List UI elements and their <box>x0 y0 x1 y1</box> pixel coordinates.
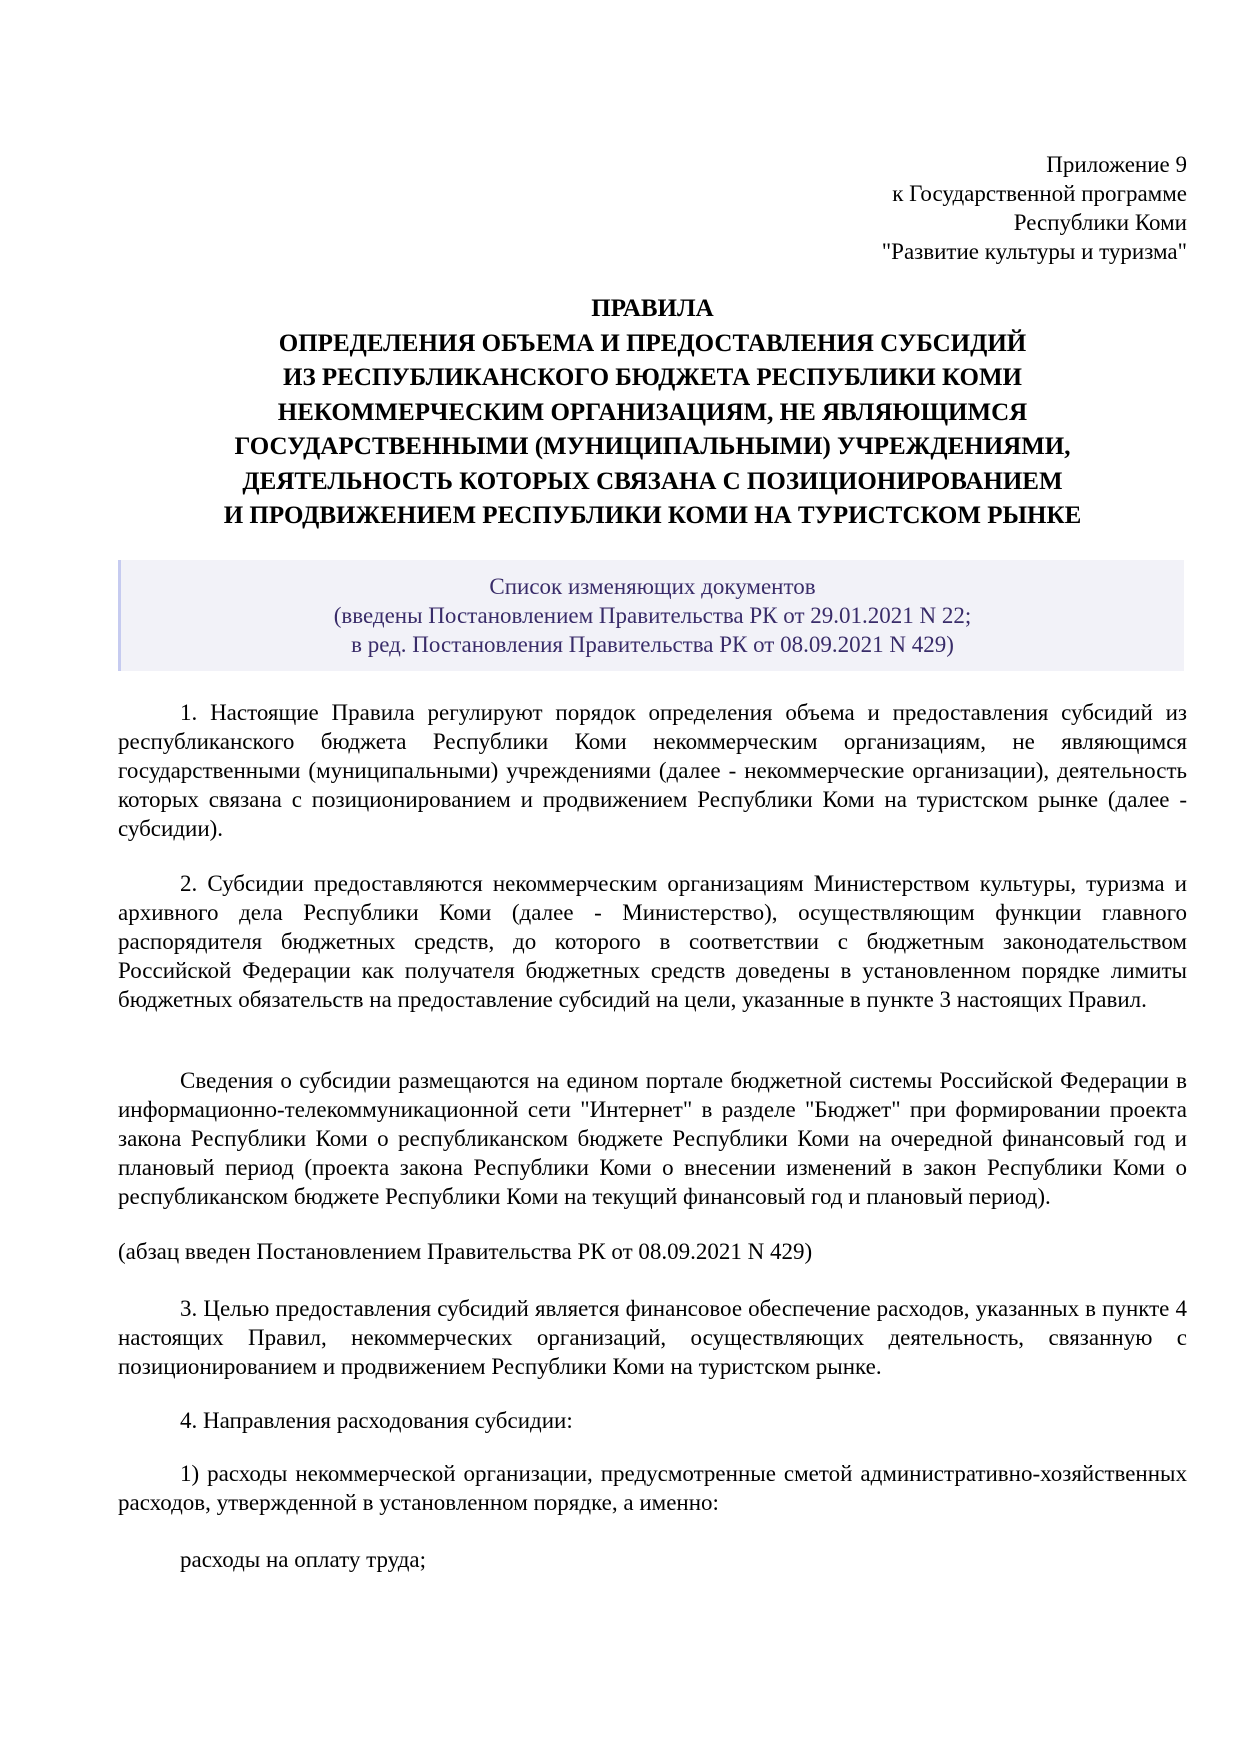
amendment-link[interactable]: в ред. Постановления Правительства РК от 08.09.2021 N 429) <box>351 632 954 657</box>
appendix-header <box>118 150 1187 266</box>
title-line: ОПРЕДЕЛЕНИЯ ОБЪЕМА И ПРЕДОСТАВЛЕНИЯ СУБСИДИЙ <box>278 329 1027 357</box>
paragraph-1: 1. Настоящие Правила регулируют порядок определения объема и предоставления субсидий из республиканского бюджета Республики Коми некоммерческим организациям, не являющимся государственными (муниципальными) учреждениями (далее - некоммерческие организации), деятельность которых связана с позиционированием и продвижением Республики Коми на туристском рынке (далее - субсидии). <box>118 700 1187 841</box>
paragraph-2-info: Сведения о субсидии размещаются на едином портале бюджетной системы Российской Федерации в информационно-телекоммуникационной сети "Интернет" в разделе "Бюджет" при формировании проекта закона Республики Коми о республиканском бюджете Республики Коми на очередной финансовый год и плановый период (проекта закона Республики Коми о внесении изменений в закон Республики Коми о республиканском бюджете Республики Коми на текущий финансовый год и плановый период). <box>118 1068 1187 1209</box>
amendments-box <box>118 560 1184 671</box>
header-line: к Государственной программе <box>892 181 1187 206</box>
paragraph-4-item-1: 1) расходы некоммерческой организации, предусмотренные сметой административно-хозяйственных расходов, утвержденной в установленном порядке, а именно: <box>118 1461 1187 1515</box>
paragraph-3: 3. Целью предоставления субсидий является финансовое обеспечение расходов, указанных в пункте 4 настоящих Правил, некоммерческих организаций, осуществляющих деятельность, связанную с позиционированием и продвижением Республики Коми на туристском рынке. <box>118 1296 1187 1379</box>
title-line: ДЕЯТЕЛЬНОСТЬ КОТОРЫХ СВЯЗАНА С ПОЗИЦИОНИРОВАНИЕМ <box>242 467 1063 495</box>
title-line: НЕКОММЕРЧЕСКИМ ОРГАНИЗАЦИЯМ, НЕ ЯВЛЯЮЩИМСЯ <box>277 398 1028 426</box>
paragraph-4: 4. Направления расходования субсидии: <box>180 1408 573 1433</box>
amendment-note: (абзац введен Постановлением Правительства РК от 08.09.2021 N 429) <box>118 1239 813 1264</box>
header-line: Приложение 9 <box>1046 152 1187 177</box>
header-line: "Развитие культуры и туризма" <box>881 239 1187 264</box>
document-title <box>118 292 1187 534</box>
title-line: ИЗ РЕСПУБЛИКАНСКОГО БЮДЖЕТА РЕСПУБЛИКИ КОМИ <box>283 364 1022 391</box>
amendment-link[interactable]: (введены Постановлением Правительства РК от 29.01.2021 N 22; <box>333 603 972 628</box>
title-line: ГОСУДАРСТВЕННЫМИ (МУНИЦИПАЛЬНЫМИ) УЧРЕЖДЕНИЯМИ, <box>234 433 1071 460</box>
title-line: И ПРОДВИЖЕНИЕМ РЕСПУБЛИКИ КОМИ НА ТУРИСТСКОМ РЫНКЕ <box>223 502 1082 529</box>
paragraph-2: 2. Субсидии предоставляются некоммерческим организациям Министерством культуры, туризма и архивного дела Республики Коми (далее - Министерство), осуществляющим функции главного распорядителя бюджетных средств, до которого в соответствии с бюджетным законодательством Российской Федерации как получателя бюджетных средств доведены в установленном порядке лимиты бюджетных обязательств на предоставление субсидий на цели, указанные в пункте 3 настоящих Правил. <box>118 871 1187 1012</box>
title-line: ПРАВИЛА <box>591 295 714 322</box>
paragraph-4-item-1-sub: расходы на оплату труда; <box>180 1547 427 1572</box>
amendments-heading: Список изменяющих документов <box>489 574 816 599</box>
header-line: Республики Коми <box>1013 210 1187 235</box>
